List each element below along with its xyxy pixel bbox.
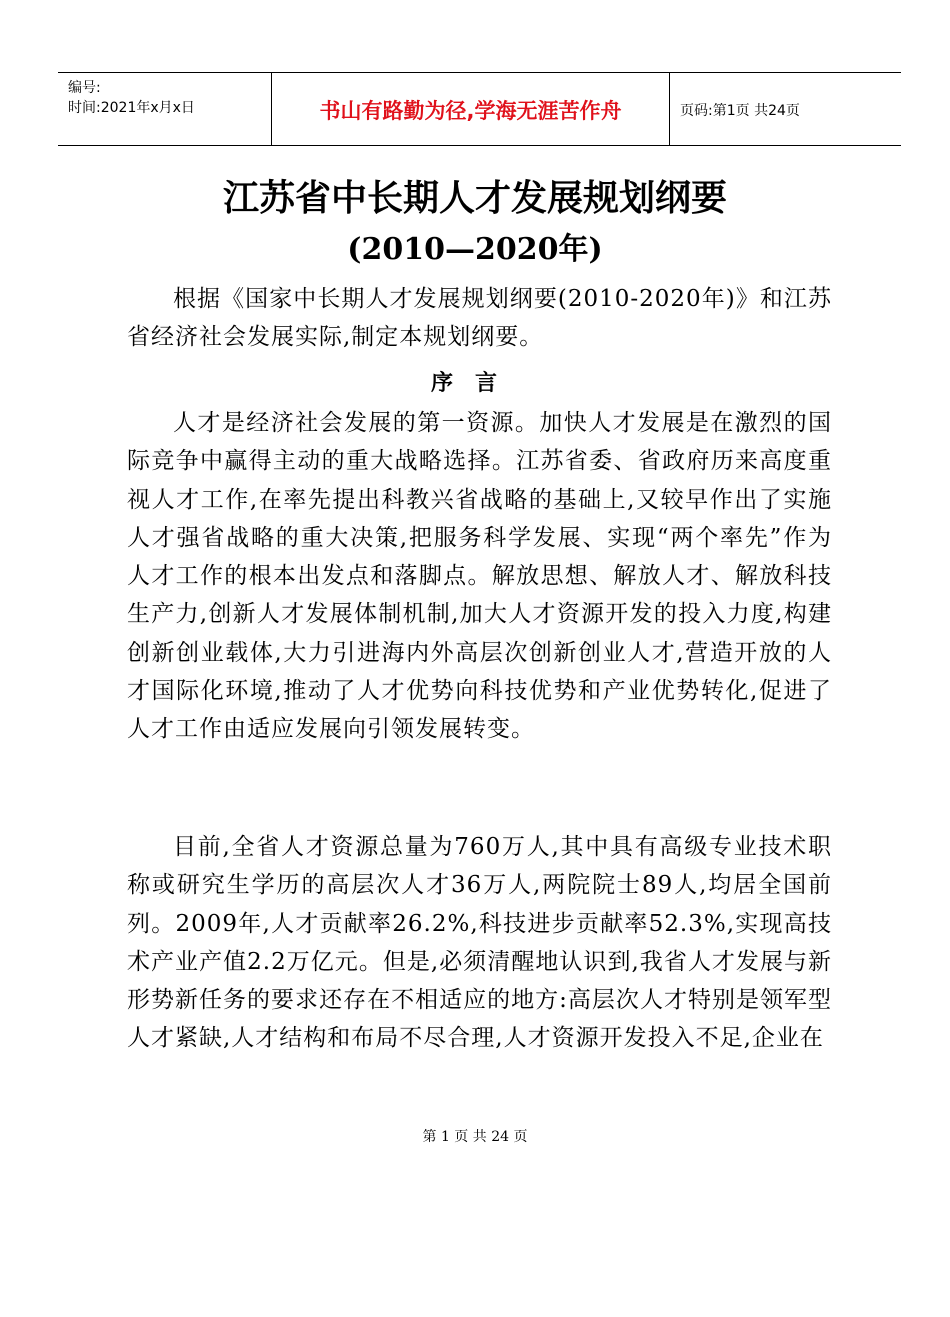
header-right-cell xyxy=(670,73,901,145)
document-header xyxy=(58,72,901,146)
motto-text: 书山有路勤为径,学海无涯苦作舟 xyxy=(319,99,622,123)
document-subtitle: (2010—2020年) xyxy=(347,232,603,267)
document-title: 江苏省中长期人才发展规划纲要 xyxy=(222,177,727,219)
number-label: 编号: xyxy=(68,80,101,96)
intro-block xyxy=(127,280,832,357)
intro-paragraph: 根据《国家中长期人才发展规划纲要(2010-2020年)》和江苏省经济社会发展实际,制定本规划纲要。 xyxy=(127,286,832,351)
second-paragraph-block xyxy=(127,828,832,1058)
page-footer: 第 1 页 共 24 页 xyxy=(422,1129,528,1145)
body-paragraph: 目前,全省人才资源总量为760万人,其中具有高级专业技术职称或研究生学历的高层次人才36万人,两院院士89人,均居全国前列。2009年,人才贡献率26.2%,科技进步贡献率52.3%,实现高技术产业产值2.2万亿元。但是,必须清醒地认识到,我省人才发展与新形势新任务的要求还存在不相适应的地方:高层次人才特别是领军型人才紧缺,人才结构和布局不尽合理,人才资源开发投入不足,企业在 xyxy=(127,834,832,1052)
section-heading: 序言 xyxy=(430,371,519,396)
page-info: 页码:第1页 共24页 xyxy=(680,103,800,119)
body-paragraph: 人才是经济社会发展的第一资源。加快人才发展是在激烈的国际竞争中赢得主动的重大战略选择。江苏省委、省政府历来高度重视人才工作,在率先提出科教兴省战略的基础上,又较早作出了实施人才强省战略的重大决策,把服务科学发展、实现“两个率先”作为人才工作的根本出发点和落脚点。解放思想、解放人才、解放科技生产力,创新人才发展体制机制,加大人才资源开发的投入力度,构建创新创业载体,大力引进海内外高层次创新创业人才,营造开放的人才国际化环境,推动了人才优势向科技优势和产业优势转化,促进了人才工作由适应发展向引领发展转变。 xyxy=(127,410,832,743)
header-middle-cell xyxy=(272,73,670,145)
time-label: 时间:2021年x月x日 xyxy=(68,100,195,116)
header-left-cell xyxy=(58,73,272,145)
preface-block xyxy=(127,404,832,749)
